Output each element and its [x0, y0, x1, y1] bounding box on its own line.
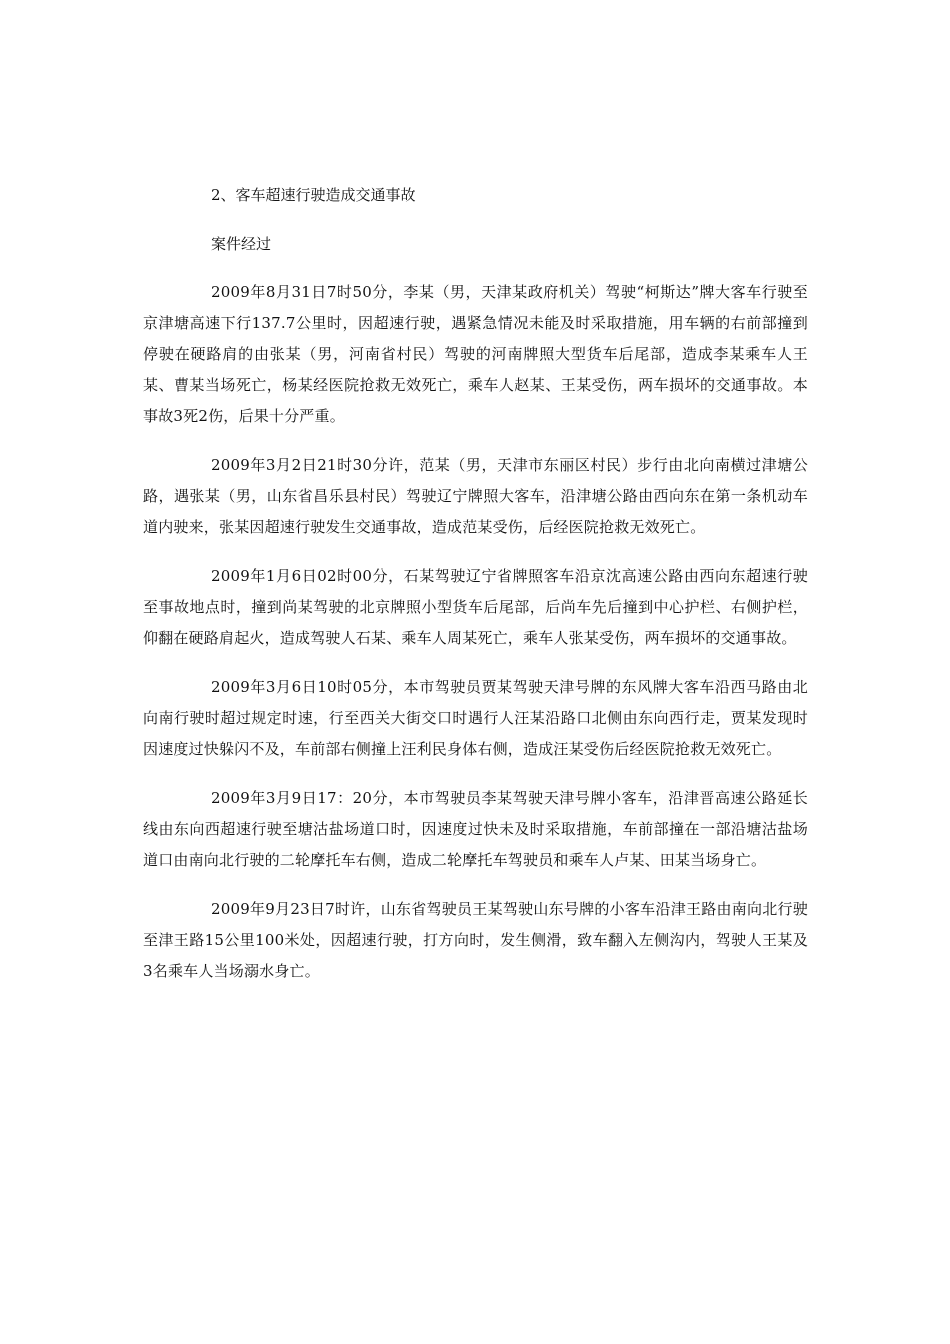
case-paragraph-1: 2009年8月31日7时50分，李某（男，天津某政府机关）驾驶“柯斯达”牌大客车行驶至京津塘高速下行137.7公里时，因超速行驶，遇紧急情况未能及时采取措施，用车辆的右前部撞到停驶在硬路肩的由张某（男，河南省村民）驾驶的河南牌照大型货车后尾部，造成李某乘车人王某、曹某当场死亡，杨某经医院抢救无效死亡，乘车人赵某、王某受伤，两车损坏的交通事故。本事故3死2伤，后果十分严重。 — [143, 283, 808, 425]
section-title: 2、客车超速行驶造成交通事故 — [211, 186, 416, 204]
document-body — [143, 180, 808, 1005]
case-paragraph-5: 2009年3月9日17：20分，本市驾驶员李某驾驶天津号牌小客车，沿津晋高速公路延长线由东向西超速行驶至塘沽盐场道口时，因速度过快未及时采取措施，车前部撞在一部沿塘沽盐场道口由南向北行驶的二轮摩托车右侧，造成二轮摩托车驾驶员和乘车人卢某、田某当场身亡。 — [143, 789, 808, 869]
case-paragraph-4: 2009年3月6日10时05分，本市驾驶员贾某驾驶天津号牌的东风牌大客车沿西马路由北向南行驶时超过规定时速，行至西关大街交口时遇行人汪某沿路口北侧由东向西行走，贾某发现时因速度过快躲闪不及，车前部右侧撞上汪利民身体右侧，造成汪某受伤后经医院抢救无效死亡。 — [143, 678, 808, 758]
case-paragraph-2: 2009年3月2日21时30分许，范某（男，天津市东丽区村民）步行由北向南横过津塘公路，遇张某（男，山东省昌乐县村民）驾驶辽宁牌照大客车，沿津塘公路由西向东在第一条机动车道内驶来，张某因超速行驶发生交通事故，造成范某受伤，后经医院抢救无效死亡。 — [143, 456, 808, 536]
case-heading: 案件经过 — [211, 235, 272, 253]
case-paragraph-3: 2009年1月6日02时00分，石某驾驶辽宁省牌照客车沿京沈高速公路由西向东超速行驶至事故地点时，撞到尚某驾驶的北京牌照小型货车后尾部，后尚车先后撞到中心护栏、右侧护栏，仰翻在硬路肩起火，造成驾驶人石某、乘车人周某死亡，乘车人张某受伤，两车损坏的交通事故。 — [143, 567, 808, 647]
case-paragraph-6: 2009年9月23日7时许，山东省驾驶员王某驾驶山东号牌的小客车沿津王路由南向北行驶至津王路15公里100米处，因超速行驶，打方向时，发生侧滑，致车翻入左侧沟内，驾驶人王某及3名乘车人当场溺水身亡。 — [143, 900, 808, 980]
